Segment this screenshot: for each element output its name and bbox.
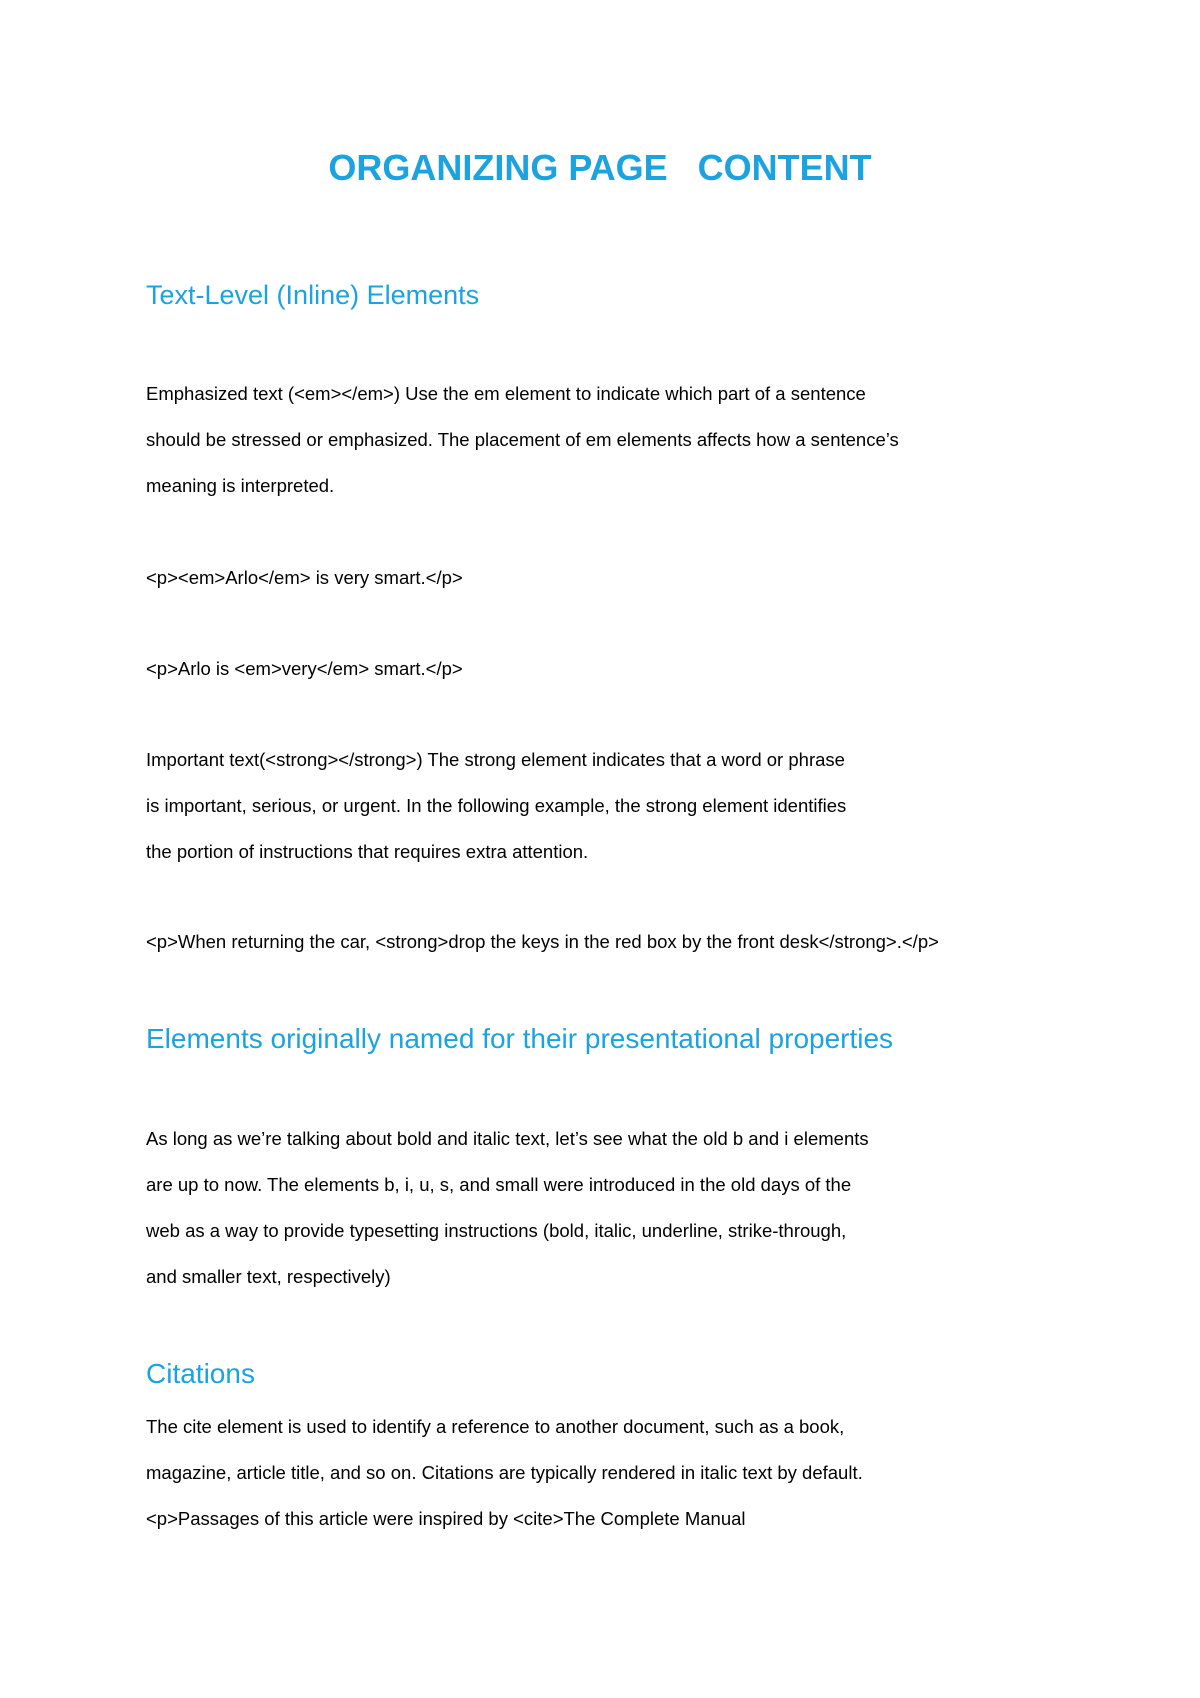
page-title: ORGANIZING PAGE CONTENT — [328, 147, 872, 188]
paragraph-line: and smaller text, respectively) — [146, 1266, 391, 1287]
paragraph-line: web as a way to provide typesetting instructions (bold, italic, underline, strike-through, — [146, 1220, 847, 1241]
paragraph-line: the portion of instructions that requires extra attention. — [146, 841, 589, 862]
paragraph-line: are up to now. The elements b, i, u, s, and small were introduced in the old days of the — [146, 1174, 852, 1195]
code-example-line: <p>When returning the car, <strong>drop the keys in the red box by the front desk</strong>.</p> — [146, 931, 939, 952]
paragraph-line: Important text(<strong></strong>) The strong element indicates that a word or phrase — [146, 749, 845, 770]
paragraph-line: The cite element is used to identify a reference to another document, such as a book, — [146, 1416, 845, 1437]
code-example-line: <p><em>Arlo</em> is very smart.</p> — [146, 567, 463, 588]
paragraph-line: should be stressed or emphasized. The placement of em elements affects how a sentence’s — [146, 429, 899, 450]
paragraph-line: Emphasized text (<em></em>) Use the em element to indicate which part of a sentence — [146, 383, 866, 404]
section-heading-citations: Citations — [146, 1358, 255, 1389]
paragraph-line: As long as we’re talking about bold and italic text, let’s see what the old b and i elements — [146, 1128, 869, 1149]
paragraph-line: meaning is interpreted. — [146, 475, 335, 496]
section-heading-text-level-elements: Text-Level (Inline) Elements — [146, 280, 480, 310]
code-example-line: <p>Arlo is <em>very</em> smart.</p> — [146, 658, 463, 679]
section-heading-presentational-elements: Elements originally named for their presentational properties — [146, 1023, 894, 1054]
code-example-line: <p>Passages of this article were inspired by <cite>The Complete Manual — [146, 1508, 746, 1529]
paragraph-line: magazine, article title, and so on. Citations are typically rendered in italic text by default. — [146, 1462, 863, 1483]
paragraph-line: is important, serious, or urgent. In the following example, the strong element identifies — [146, 795, 847, 816]
